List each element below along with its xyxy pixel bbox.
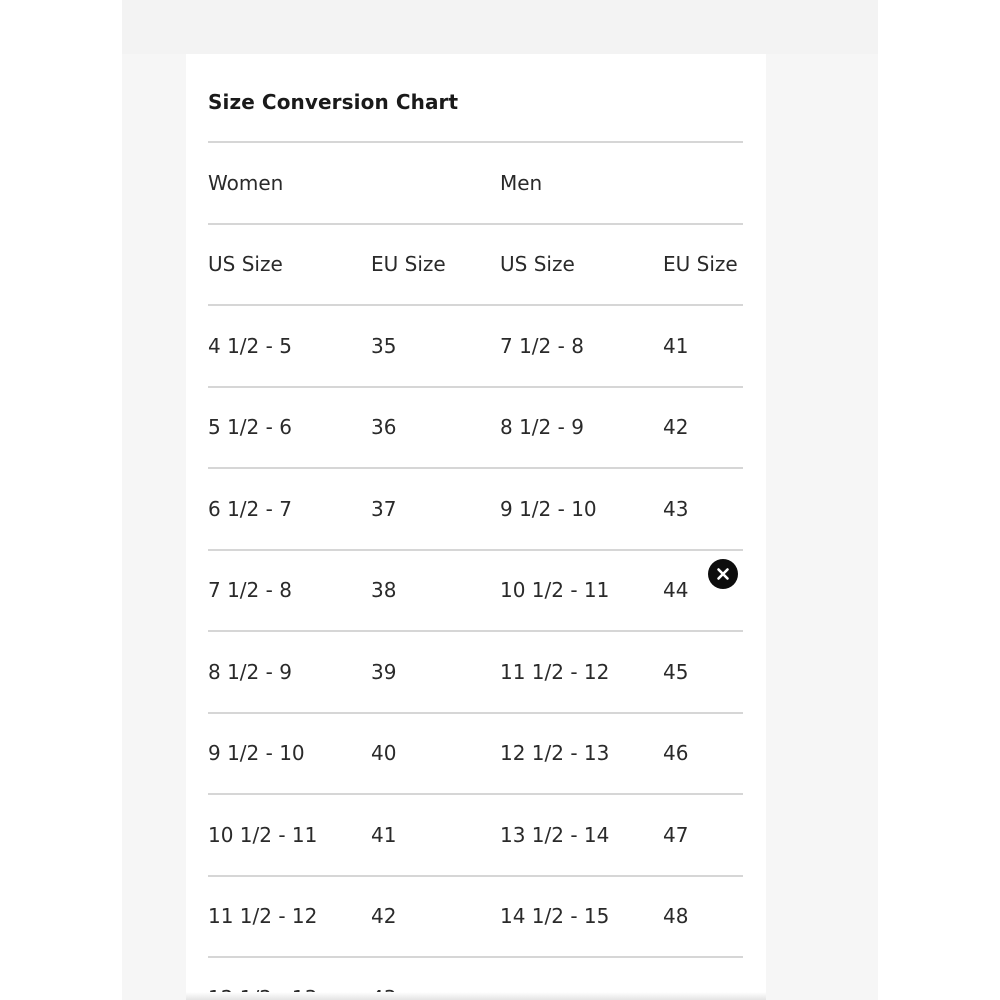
- men-eu-size: 46: [663, 741, 689, 766]
- women-eu-size: 41: [371, 822, 397, 847]
- close-button[interactable]: [708, 559, 738, 589]
- column-header-women-eu: EU Size: [371, 252, 446, 277]
- column-header-women-us: US Size: [208, 252, 283, 277]
- close-icon: [716, 567, 730, 581]
- men-us-size: 14 1/2 - 15: [500, 904, 610, 929]
- women-us-size: 10 1/2 - 11: [208, 822, 318, 847]
- men-eu-size: 48: [663, 904, 689, 929]
- men-us-size: 8 1/2 - 9: [500, 415, 584, 440]
- panel-bottom-edge: [186, 992, 766, 1000]
- women-eu-size: 39: [371, 659, 397, 684]
- column-header-men-eu: EU Size: [663, 252, 738, 277]
- men-eu-size: 41: [663, 333, 689, 358]
- women-us-size: 6 1/2 - 7: [208, 496, 292, 521]
- table-row: [208, 630, 743, 712]
- men-us-size: 9 1/2 - 10: [500, 496, 597, 521]
- men-eu-size: 42: [663, 415, 689, 440]
- table-row: [208, 793, 743, 875]
- men-us-size: 12 1/2 - 13: [500, 741, 610, 766]
- group-header-row: [208, 141, 743, 223]
- women-eu-size: 40: [371, 741, 397, 766]
- column-header-row: [208, 223, 743, 305]
- table-row: [208, 875, 743, 957]
- women-us-size: 9 1/2 - 10: [208, 741, 305, 766]
- women-us-size: 8 1/2 - 9: [208, 659, 292, 684]
- men-us-size: 10 1/2 - 11: [500, 578, 610, 603]
- men-eu-size: 43: [663, 496, 689, 521]
- table-row: [208, 549, 743, 631]
- men-us-size: 11 1/2 - 12: [500, 659, 610, 684]
- size-chart-panel: [186, 54, 766, 1000]
- men-us-size: 13 1/2 - 14: [500, 822, 610, 847]
- men-eu-size: 44: [663, 578, 689, 603]
- men-us-size: 7 1/2 - 8: [500, 333, 584, 358]
- table-row: [208, 712, 743, 794]
- women-eu-size: 36: [371, 415, 397, 440]
- table-row: [208, 386, 743, 468]
- women-us-size: 4 1/2 - 5: [208, 333, 292, 358]
- table-row: [208, 467, 743, 549]
- women-eu-size: 42: [371, 904, 397, 929]
- women-us-size: 7 1/2 - 8: [208, 578, 292, 603]
- size-table: [208, 141, 743, 1000]
- men-eu-size: 45: [663, 659, 689, 684]
- group-women-label: Women: [208, 170, 284, 195]
- women-us-size: 5 1/2 - 6: [208, 415, 292, 440]
- women-eu-size: 38: [371, 578, 397, 603]
- page-backdrop-top: [122, 0, 878, 54]
- table-row: [208, 304, 743, 386]
- column-header-men-us: US Size: [500, 252, 575, 277]
- group-men-label: Men: [500, 170, 543, 195]
- men-eu-size: 47: [663, 822, 689, 847]
- women-eu-size: 37: [371, 496, 397, 521]
- women-us-size: 11 1/2 - 12: [208, 904, 318, 929]
- chart-title: Size Conversion Chart: [208, 90, 459, 114]
- women-eu-size: 35: [371, 333, 397, 358]
